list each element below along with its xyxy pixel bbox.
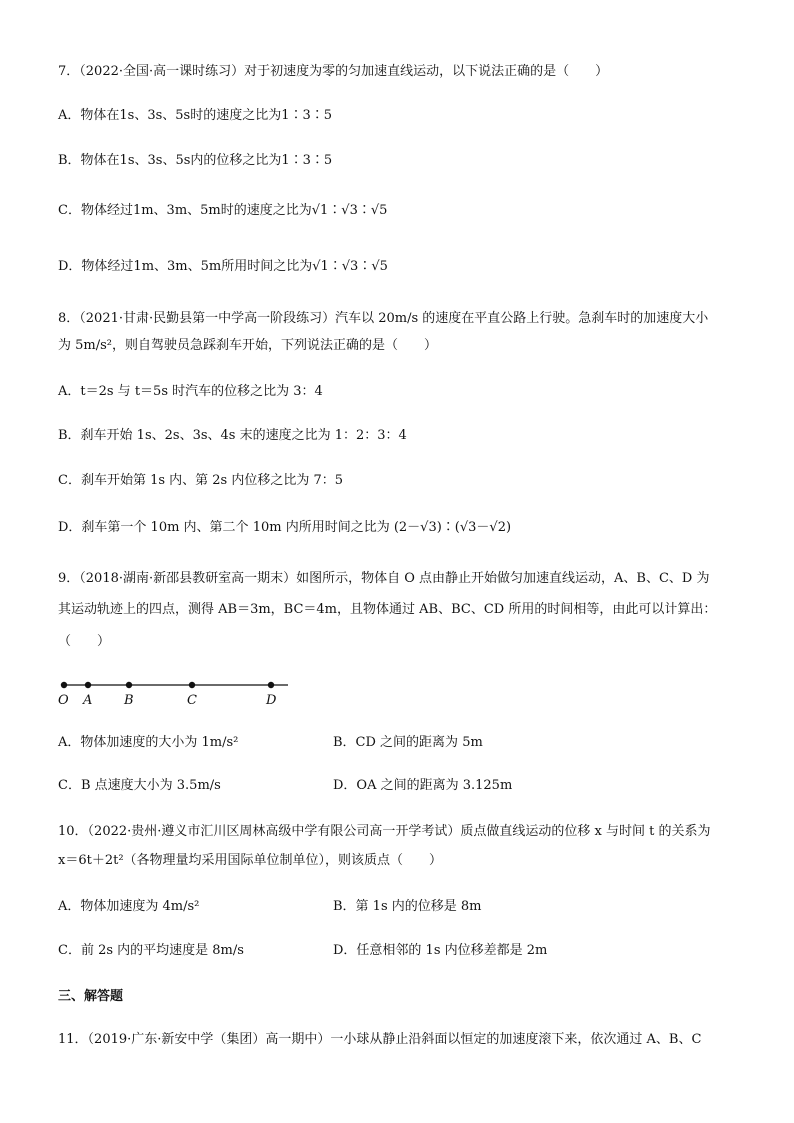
- q8-option-a: A．t＝2s 与 t＝5s 时汽车的位移之比为 3：4: [58, 384, 323, 399]
- q11-stem-line1: 11．（2019·广东·新安中学（集团）高一期中）一小球从静止沿斜面以恒定的加速度滚下来，依次通过 A、B、C: [58, 1032, 702, 1047]
- q10-option-a: A．物体加速度为 4m/s²: [58, 899, 200, 914]
- q7-option-c: C．物体经过1m、3m、5m时的速度之比为√1∶√3∶√5: [58, 203, 388, 218]
- q8-stem-line2: 为 5m/s²，则自驾驶员急踩刹车开始，下列说法正确的是（ ）: [58, 338, 437, 353]
- point-b-dot: [126, 682, 132, 688]
- point-a-dot: [85, 682, 91, 688]
- q9-option-a: A．物体加速度的大小为 1m/s²: [58, 735, 239, 750]
- q9-stem-line3: （ ）: [58, 634, 111, 649]
- q8-option-d: D．刹车第一个 10m 内、第二个 10m 内所用时间之比为 (2－√3)∶(√3－√2): [58, 520, 512, 535]
- q10-option-d: D．任意相邻的 1s 内位移差都是 2m: [333, 943, 548, 958]
- q9-stem-line2: 其运动轨迹上的四点，测得 AB＝3m，BC＝4m，且物体通过 AB、BC、CD 所用的时间相等，由此可以计算出：: [58, 602, 717, 617]
- point-c-dot: [189, 682, 195, 688]
- point-a-label: A: [83, 693, 93, 708]
- q8-option-c: C．刹车开始第 1s 内、第 2s 内位移之比为 7：5: [58, 473, 344, 488]
- q10-stem-line2: x＝6t＋2t²（各物理量均采用国际单位制单位），则该质点（ ）: [58, 853, 443, 868]
- section-heading: 三、解答题: [58, 989, 124, 1004]
- trajectory-diagram: [52, 672, 312, 712]
- point-b-label: B: [124, 693, 134, 708]
- point-o-dot: [61, 682, 67, 688]
- q9-option-d: D．OA 之间的距离为 3.125m: [333, 778, 513, 793]
- point-d-label: D: [266, 693, 277, 708]
- point-o-label: O: [58, 693, 69, 708]
- q8-option-b: B．刹车开始 1s、2s、3s、4s 末的速度之比为 1：2：3：4: [58, 428, 407, 443]
- q10-option-c: C．前 2s 内的平均速度是 8m/s: [58, 943, 244, 958]
- q9-stem-line1: 9．（2018·湖南·新邵县教研室高一期末）如图所示，物体自 O 点由静止开始做匀加速直线运动，A、B、C、D 为: [58, 571, 710, 586]
- q8-stem-line1: 8．（2021·甘肃·民勤县第一中学高一阶段练习）汽车以 20m/s 的速度在平直公路上行驶。急刹车时的加速度大小: [58, 311, 709, 326]
- q9-option-b: B．CD 之间的距离为 5m: [333, 735, 483, 750]
- q7-option-d: D．物体经过1m、3m、5m所用时间之比为√1∶√3∶√5: [58, 259, 388, 274]
- point-d-dot: [268, 682, 274, 688]
- point-c-label: C: [187, 693, 197, 708]
- q7-option-a: A．物体在1s、3s、5s时的速度之比为1∶3∶5: [58, 108, 333, 123]
- q10-stem-line1: 10．（2022·贵州·遵义市汇川区周林高级中学有限公司高一开学考试）质点做直线运动的位移 x 与时间 t 的关系为: [58, 824, 711, 839]
- q7-option-b: B．物体在1s、3s、5s内的位移之比为1∶3∶5: [58, 153, 333, 168]
- q7-stem: 7．（2022·全国·高一课时练习）对于初速度为零的匀加速直线运动，以下说法正确的是（ ）: [58, 64, 609, 79]
- q9-option-c: C．B 点速度大小为 3.5m/s: [58, 778, 221, 793]
- q10-option-b: B．第 1s 内的位移是 8m: [333, 899, 482, 914]
